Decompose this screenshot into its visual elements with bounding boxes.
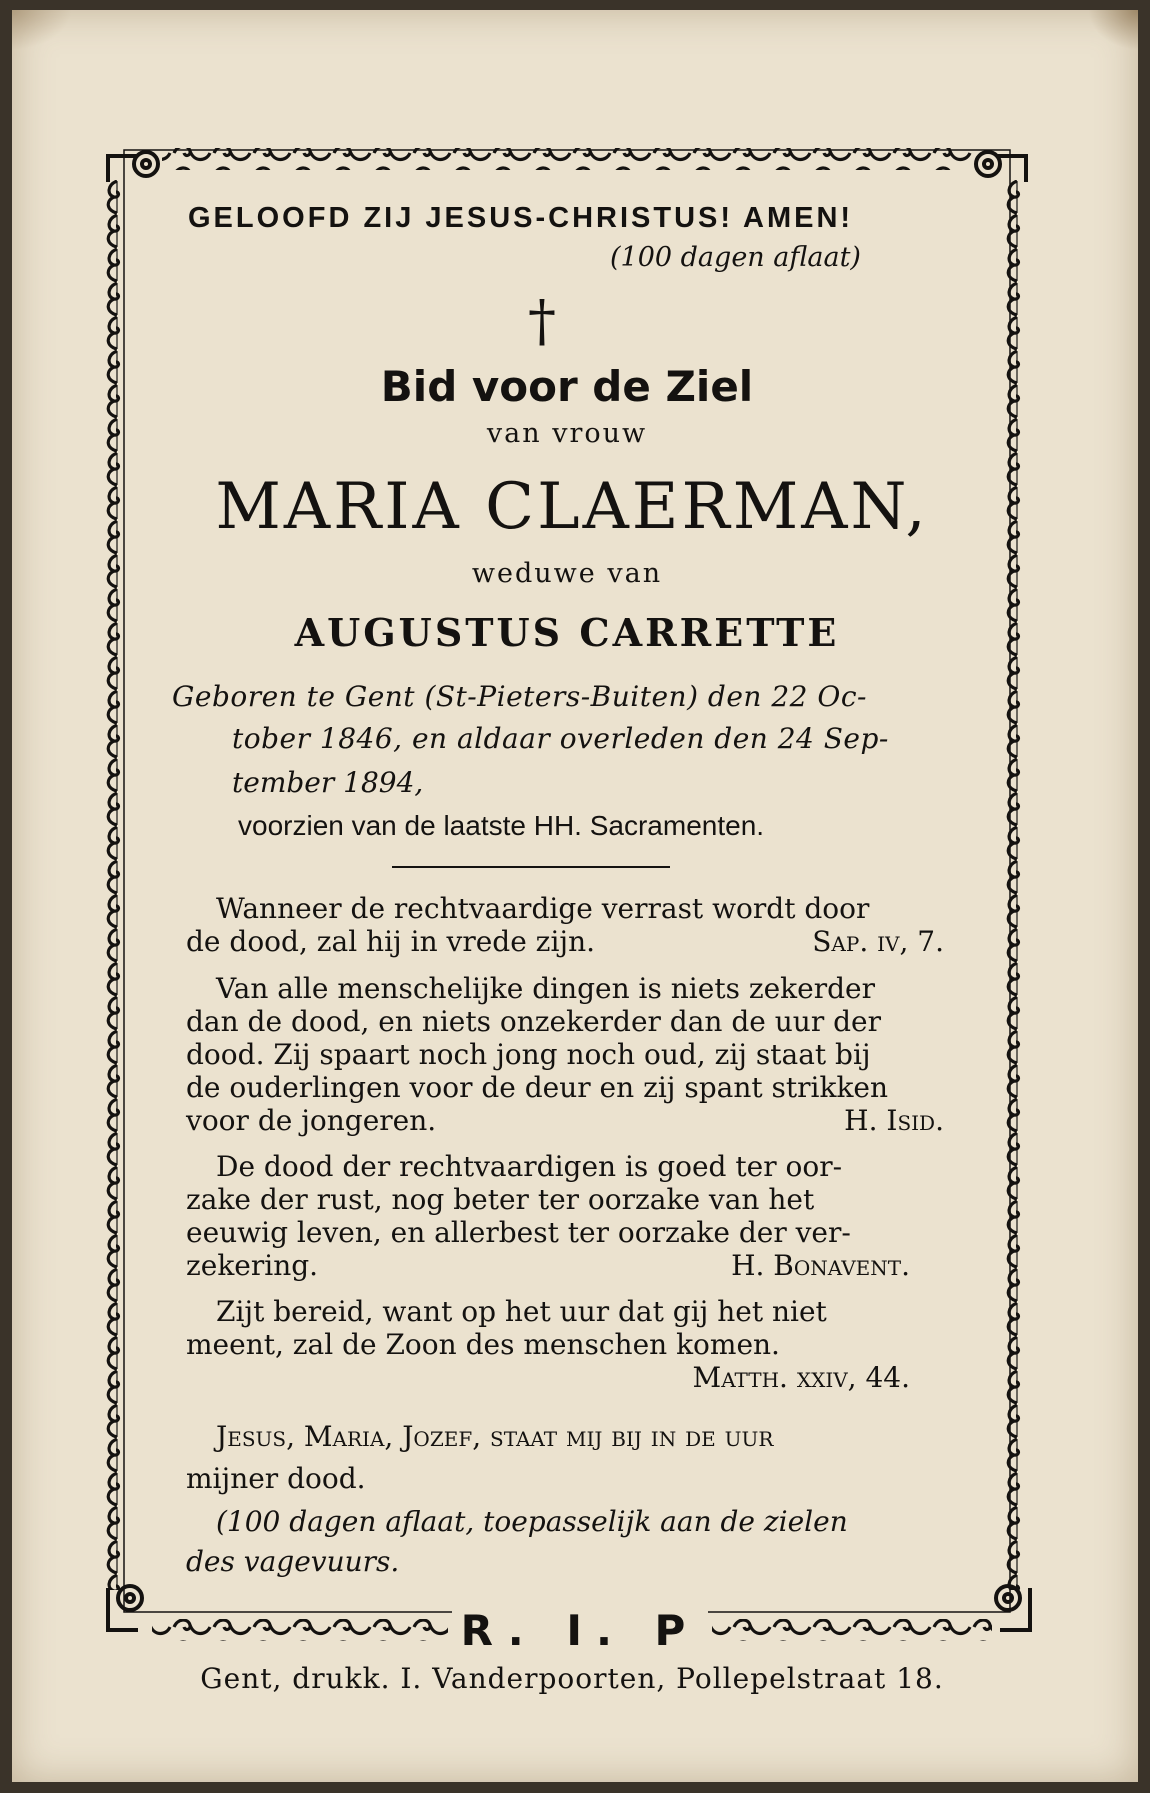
quote-line: eeuwig leven, en allerbest ter oorzake der ver-	[186, 1216, 851, 1249]
spouse-name: AUGUSTUS CARRETTE	[294, 610, 840, 655]
quote-line: Wanneer de rechtvaardige verrast wordt door	[216, 892, 870, 925]
quote-source: Sap. iv, 7.	[812, 925, 944, 958]
divider	[392, 866, 670, 868]
memorial-card	[12, 10, 1138, 1782]
quote-3	[186, 1150, 980, 1282]
deceased-name: MARIA CLAERMAN,	[215, 470, 929, 544]
quote-line: de ouderlingen voor de deur en zij spant strikken	[186, 1071, 889, 1104]
quote-line: zake der rust, nog beter ter oorzake van het	[186, 1183, 815, 1216]
quote-line: dan de dood, en niets onzekerder dan de uur der	[186, 1005, 881, 1038]
quote-line: Zijt bereid, want op het uur dat gij het niet	[216, 1295, 827, 1328]
invocation-line: mijner dood.	[186, 1462, 366, 1495]
quote-source: H. Bonavent.	[731, 1249, 910, 1282]
biography-line-1: Geboren te Gent (St-Pieters-Buiten) den 22 Oc-	[172, 680, 867, 713]
quote-2	[186, 972, 980, 1137]
quote-1	[186, 892, 980, 958]
invocation-line: Jesus, Maria, Jozef, staat mij bij in de uur	[216, 1420, 774, 1453]
printer-imprint: Gent, drukk. I. Vanderpoorten, Pollepelstraat 18.	[200, 1662, 944, 1695]
quote-line: De dood der rechtvaardigen is goed ter oor-	[216, 1150, 843, 1183]
rip-mark: R. I. P	[452, 1606, 708, 1655]
biography-line-3: tember 1894,	[232, 766, 424, 799]
invocation-indulgence	[186, 1502, 980, 1582]
quote-line: de dood, zal hij in vrede zijn.	[186, 925, 596, 958]
biography-line-2: tober 1846, en aldaar overleden den 24 Sep-	[232, 722, 889, 755]
relation-line: weduwe van	[471, 558, 663, 589]
acclamation-heading: GELOOFD ZIJ JESUS-CHRISTUS! AMEN!	[188, 202, 854, 234]
quote-source: H. Isid.	[844, 1104, 944, 1137]
quote-line: voor de jongeren.	[186, 1104, 437, 1137]
quote-source: Matth. xxiv, 44.	[692, 1361, 910, 1394]
prayer-subheading: van vrouw	[486, 418, 648, 449]
invocation	[186, 1416, 980, 1500]
quote-line: zekering.	[186, 1249, 319, 1282]
indulgence-line: des vagevuurs.	[186, 1545, 400, 1578]
indulgence-note: (100 dagen aflaat)	[610, 242, 861, 273]
biography-sacraments: voorzien van de laatste HH. Sacramenten.	[238, 810, 765, 841]
quote-4	[186, 1295, 980, 1394]
indulgence-line: (100 dagen aflaat, toepasselijk aan de zielen	[216, 1505, 848, 1538]
prayer-heading: Bid voor de Ziel	[380, 362, 754, 411]
cross-icon: †	[528, 289, 556, 354]
quote-line: dood. Zij spaart noch jong noch oud, zij staat bij	[186, 1038, 871, 1071]
quote-line: meent, zal de Zoon des menschen komen.	[186, 1328, 780, 1361]
quote-line: Van alle menschelijke dingen is niets zekerder	[216, 972, 875, 1005]
